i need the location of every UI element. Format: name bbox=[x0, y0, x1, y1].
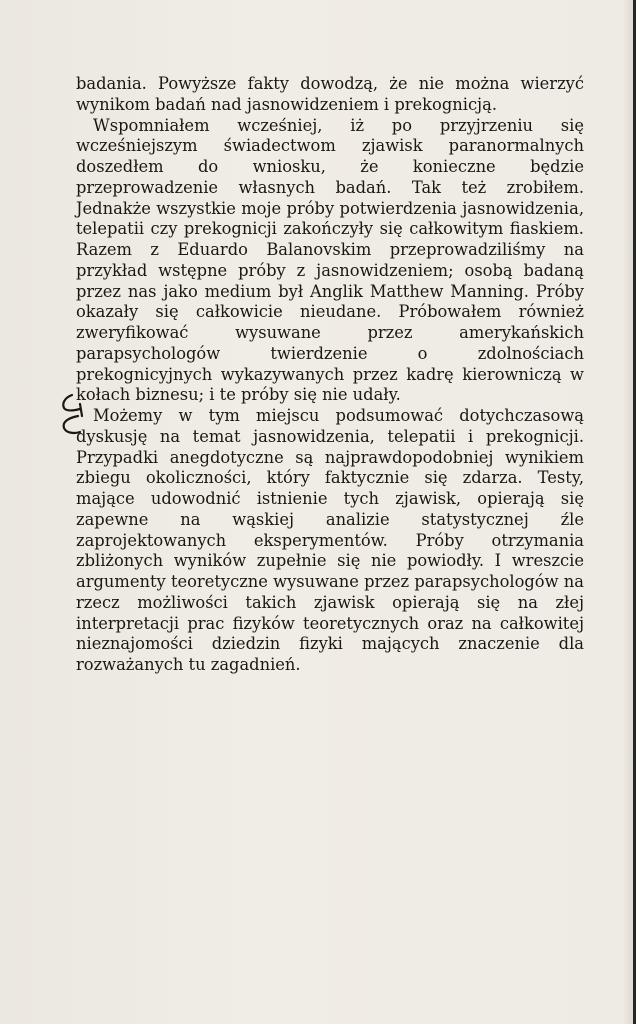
paragraph-3: Możemy w tym miejscu podsumować dotychczasową dyskusję na temat jasnowidzenia, telepatii i prekognicji. Przypadki anegdotyczne są najprawdopodobniej wynikiem zbiegu okoliczności, który faktycznie się zdarza. Testy, mające udowodnić istnienie tych zjawisk, opierają się zapewne na wąskiej analizie statystycznej źle zaprojektowanych eksperymentów. Próby otrzymania zbliżonych wyników zupełnie się nie powiodły. I wreszcie argumenty teoretyczne wysuwane przez parapsychologów na rzecz możliwości takich zjawisk opierają się na złej interpretacji prac fizyków teoretycznych oraz na całkowitej nieznajomości dziedzin fizyki mających znaczenie dla rozważanych tu zagadnień. bbox=[76, 406, 584, 674]
body-text bbox=[76, 74, 584, 676]
paragraph-1: badania. Powyższe fakty dowodzą, że nie można wierzyć wynikom badań nad jasnowidzeniem i prekognicją. bbox=[76, 74, 584, 114]
handwritten-bracket-icon bbox=[58, 392, 92, 438]
paragraph-2: Wspomniałem wcześniej, iż po przyjrzeniu się wcześniejszym świadectwom zjawisk paranormalnych doszedłem do wniosku, że konieczne będzie przeprowadzenie własnych badań. Tak też zrobiłem. Jednakże wszystkie moje próby potwierdzenia jasnowidzenia, telepatii czy prekognicji zakończyły się całkowitym fiaskiem. Razem z Eduardo Balanovskim przeprowadziliśmy na przykład wstępne próby z jasnowidzeniem; osobą badaną przez nas jako medium był Anglik Matthew Manning. Próby okazały się całkowicie nieudane. Próbowałem również zweryfikować wysuwane przez amerykańskich parapsychologów twierdzenie o zdolnościach prekognicyjnych wykazywanych przez kadrę kierowniczą w kołach biznesu; i te próby się nie udały. bbox=[76, 115, 584, 405]
page-gutter-shadow bbox=[623, 0, 633, 1024]
